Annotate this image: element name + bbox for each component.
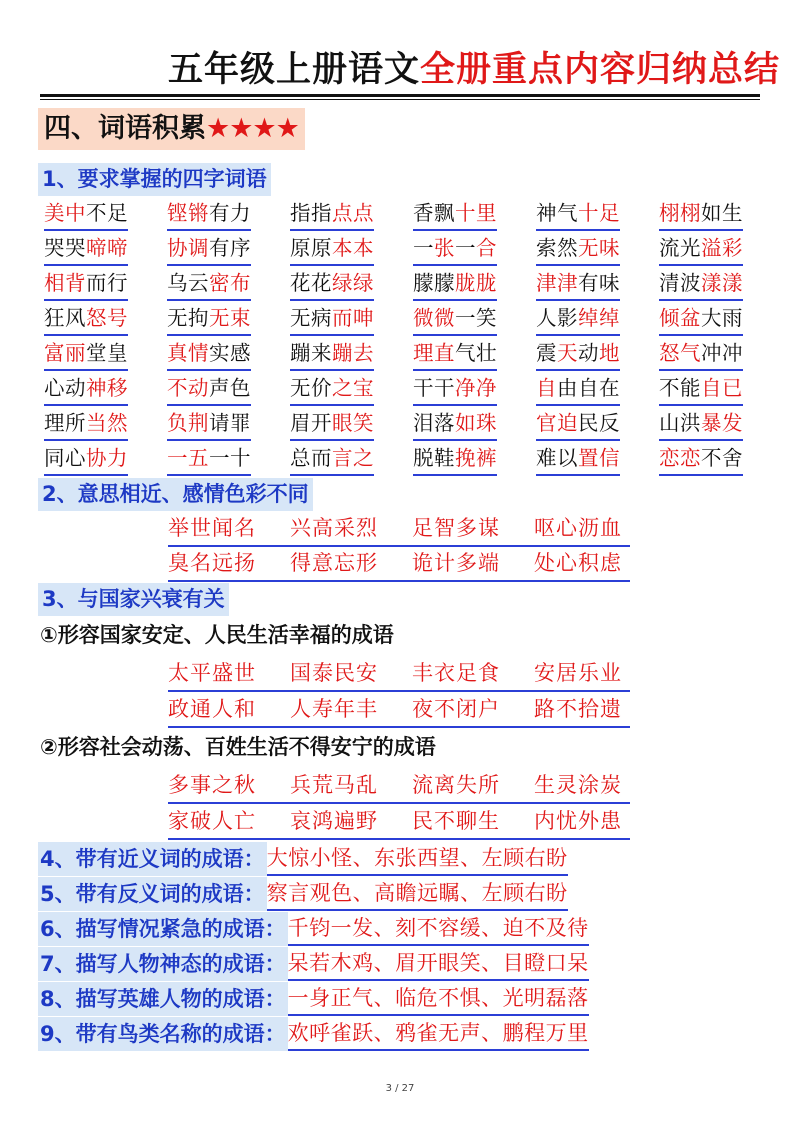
similar-idioms-row-2 (168, 548, 638, 582)
idiom: 内忧外患 (534, 809, 622, 833)
word-part: 干干 (413, 376, 455, 400)
four-char-word (536, 443, 620, 476)
turmoil-idioms-row-1 (168, 770, 638, 804)
word-part-highlighted: 铿锵 (167, 201, 209, 225)
word-part: 有味 (578, 271, 620, 295)
numbered-item-7 (38, 947, 589, 983)
word-part: 气壮 (455, 341, 497, 365)
four-char-word (167, 268, 251, 301)
word-part-highlighted: 净净 (455, 376, 497, 400)
word-part-highlighted: 恋恋 (659, 446, 701, 470)
title-divider (40, 94, 760, 97)
word-part: 声色 (209, 376, 251, 400)
title-black-part: 五年级上册语文 (167, 50, 420, 90)
numbered-item-label: 7、描写人物神态的成语： (38, 947, 288, 981)
section-heading-label: 四、词语积累 (44, 113, 206, 144)
word-part: 请罪 (209, 411, 251, 435)
word-part: 堂皇 (86, 341, 128, 365)
four-char-word (536, 198, 620, 231)
subsection-heading-similar: 2、意思相近、感情色彩不同 (38, 478, 313, 511)
four-char-word (536, 233, 620, 266)
numbered-item-label: 5、带有反义词的成语： (38, 877, 267, 911)
word-part: 实感 (209, 341, 251, 365)
idiom: 政通人和 (168, 697, 256, 721)
idiom: 人寿年丰 (290, 697, 378, 721)
turmoil-idioms-heading: ②形容社会动荡、百姓生活不得安宁的成语 (40, 735, 436, 759)
word-part: 乌云 (167, 271, 209, 295)
word-part-highlighted: 十里 (455, 201, 497, 225)
numbered-item-value: 察言观色、高瞻远瞩、左顾右盼 (267, 877, 568, 911)
word-part: 有力 (209, 201, 251, 225)
word-part-highlighted: 怒号 (86, 306, 128, 330)
idiom: 民不聊生 (412, 809, 500, 833)
idiom: 安居乐业 (534, 661, 622, 685)
four-char-word (413, 443, 497, 476)
four-char-word (44, 338, 128, 371)
title-red-part: 全册重点内容归纳总结 (419, 50, 780, 90)
word-part-highlighted: 微微 (413, 306, 455, 330)
word-part: 一十 (209, 446, 251, 470)
idiom: 太平盛世 (168, 661, 256, 685)
page-number: 3 / 27 (385, 1083, 415, 1094)
word-grid-row (44, 233, 774, 267)
subsection-heading-national: 3、与国家兴衰有关 (38, 583, 229, 616)
four-char-word (659, 443, 743, 476)
idiom: 流离失所 (412, 773, 500, 797)
word-grid-row (44, 443, 774, 477)
word-part: 民反 (578, 411, 620, 435)
four-char-word (659, 233, 743, 266)
numbered-item-6 (38, 912, 589, 948)
four-char-word (413, 198, 497, 231)
word-part-highlighted: 胧胧 (455, 271, 497, 295)
idiom: 生灵涂炭 (534, 773, 622, 797)
word-part: 而行 (86, 271, 128, 295)
idiom: 路不拾遗 (534, 697, 622, 721)
four-char-word (167, 198, 251, 231)
word-part: 难以 (536, 446, 578, 470)
section-heading (38, 108, 305, 150)
word-part: 流光 (659, 236, 701, 260)
word-part: 花花 (290, 271, 332, 295)
word-part: 一 (455, 236, 476, 260)
word-part-highlighted: 无束 (209, 306, 251, 330)
similar-idioms-row-1 (168, 513, 638, 547)
four-char-word (290, 443, 374, 476)
four-char-word (44, 443, 128, 476)
idiom: 诡计多端 (412, 551, 500, 575)
numbered-item-8 (38, 982, 589, 1018)
four-char-word (659, 373, 743, 406)
word-part-highlighted: 一五 (167, 446, 209, 470)
numbered-item-label: 6、描写情况紧急的成语： (38, 912, 288, 946)
title-divider-thin (40, 99, 760, 100)
word-part: 蹦来 (290, 341, 332, 365)
four-char-word (290, 268, 374, 301)
word-part-highlighted: 津津 (536, 271, 578, 295)
subsection-heading-four-char-words: 1、要求掌握的四字词语 (38, 163, 271, 196)
word-part-highlighted: 不动 (167, 376, 209, 400)
numbered-item-value: 呆若木鸡、眉开眼笑、目瞪口呆 (288, 947, 589, 981)
four-char-word (659, 268, 743, 301)
document-title (100, 42, 780, 92)
word-part-highlighted: 绿绿 (332, 271, 374, 295)
four-char-word (167, 443, 251, 476)
underline (168, 838, 630, 840)
four-char-word (44, 233, 128, 266)
word-part: 眉开 (290, 411, 332, 435)
word-grid-row (44, 408, 774, 442)
numbered-item-label: 8、描写英雄人物的成语： (38, 982, 288, 1016)
word-part: 震 (536, 341, 557, 365)
word-part: 心动 (44, 376, 86, 400)
word-part-highlighted: 怒气 (659, 341, 701, 365)
word-part: 冲冲 (701, 341, 743, 365)
word-grid-row (44, 198, 774, 232)
word-part: 有序 (209, 236, 251, 260)
four-char-word (413, 233, 497, 266)
word-grid-row (44, 303, 774, 337)
idiom: 兵荒马乱 (290, 773, 378, 797)
word-part-highlighted: 张 (434, 236, 455, 260)
idiom: 国泰民安 (290, 661, 378, 685)
underline (168, 802, 630, 804)
peace-idioms-heading: ①形容国家安定、人民生活幸福的成语 (40, 623, 394, 647)
numbered-item-9 (38, 1017, 589, 1053)
four-char-word (44, 303, 128, 336)
word-part: 大雨 (701, 306, 743, 330)
word-part-highlighted: 真情 (167, 341, 209, 365)
four-char-word (290, 198, 374, 231)
word-part: 朦朦 (413, 271, 455, 295)
word-part: 原原 (290, 236, 332, 260)
word-part-highlighted: 美中 (44, 201, 86, 225)
word-part-highlighted: 自已 (701, 376, 743, 400)
word-part: 一 (413, 236, 434, 260)
word-part: 同心 (44, 446, 86, 470)
word-part: 不足 (86, 201, 128, 225)
four-char-word (44, 408, 128, 441)
underline (168, 545, 630, 547)
underline (168, 690, 630, 692)
four-char-word (290, 338, 374, 371)
idiom: 得意忘形 (290, 551, 378, 575)
idiom: 呕心沥血 (534, 516, 622, 540)
word-part: 由自在 (557, 376, 620, 400)
word-part-highlighted: 绰绰 (578, 306, 620, 330)
idiom: 举世闻名 (168, 516, 256, 540)
word-part-highlighted: 协调 (167, 236, 209, 260)
word-part-highlighted: 啼啼 (86, 236, 128, 260)
idiom: 多事之秋 (168, 773, 256, 797)
four-char-word (167, 233, 251, 266)
word-part-highlighted: 漾漾 (701, 271, 743, 295)
word-part-highlighted: 蹦去 (332, 341, 374, 365)
word-grid-row (44, 268, 774, 302)
idiom: 处心积虑 (534, 551, 622, 575)
word-part: 指指 (290, 201, 332, 225)
four-char-word (413, 268, 497, 301)
four-char-word (413, 373, 497, 406)
word-part-highlighted: 本本 (332, 236, 374, 260)
word-part: 不舍 (701, 446, 743, 470)
turmoil-idioms-row-2 (168, 806, 638, 840)
four-char-word (290, 303, 374, 336)
underline (168, 726, 630, 728)
word-part: 香飘 (413, 201, 455, 225)
word-part: 理所 (44, 411, 86, 435)
word-part: 一笑 (455, 306, 497, 330)
idiom: 夜不闭户 (412, 697, 500, 721)
word-part-highlighted: 密布 (209, 271, 251, 295)
four-char-word (167, 373, 251, 406)
word-grid-row (44, 373, 774, 407)
idiom: 兴高采烈 (290, 516, 378, 540)
four-char-word (413, 338, 497, 371)
four-char-word (536, 303, 620, 336)
four-char-word (536, 373, 620, 406)
word-part-highlighted: 十足 (578, 201, 620, 225)
idiom: 丰衣足食 (412, 661, 500, 685)
numbered-item-value: 千钧一发、刻不容缓、迫不及待 (288, 912, 589, 946)
numbered-item-label: 4、带有近义词的成语： (38, 842, 267, 876)
word-part: 索然 (536, 236, 578, 260)
four-char-word (413, 408, 497, 441)
word-part-highlighted: 之宝 (332, 376, 374, 400)
four-char-word (536, 408, 620, 441)
underline (168, 580, 630, 582)
word-part-highlighted: 天 (557, 341, 578, 365)
four-char-word (659, 408, 743, 441)
four-char-word (659, 338, 743, 371)
word-part-highlighted: 挽裤 (455, 446, 497, 470)
word-part-highlighted: 当然 (86, 411, 128, 435)
idiom: 哀鸿遍野 (290, 809, 378, 833)
four-char-word (167, 338, 251, 371)
four-char-word (413, 303, 497, 336)
word-part: 狂风 (44, 306, 86, 330)
word-part: 人影 (536, 306, 578, 330)
four-char-word (167, 303, 251, 336)
word-part-highlighted: 地 (599, 341, 620, 365)
numbered-item-label: 9、带有鸟类名称的成语： (38, 1017, 288, 1051)
star-rating-icon: ★★★★ (206, 113, 299, 144)
word-part: 如生 (701, 201, 743, 225)
word-part-highlighted: 官迫 (536, 411, 578, 435)
four-char-word (659, 198, 743, 231)
peace-idioms-row-2 (168, 694, 638, 728)
word-part: 哭哭 (44, 236, 86, 260)
four-char-word (290, 233, 374, 266)
word-part: 动 (578, 341, 599, 365)
word-part-highlighted: 倾盆 (659, 306, 701, 330)
four-char-word (536, 268, 620, 301)
numbered-item-5 (38, 877, 568, 913)
word-part-highlighted: 如珠 (455, 411, 497, 435)
word-part-highlighted: 眼笑 (332, 411, 374, 435)
word-part: 总而 (290, 446, 332, 470)
word-part-highlighted: 置信 (578, 446, 620, 470)
word-part: 不能 (659, 376, 701, 400)
four-char-word (167, 408, 251, 441)
word-part: 清波 (659, 271, 701, 295)
numbered-item-value: 大惊小怪、东张西望、左顾右盼 (267, 842, 568, 876)
word-part-highlighted: 栩栩 (659, 201, 701, 225)
four-char-word (290, 373, 374, 406)
word-part-highlighted: 协力 (86, 446, 128, 470)
idiom: 臭名远扬 (168, 551, 256, 575)
word-part-highlighted: 自 (536, 376, 557, 400)
four-char-word (290, 408, 374, 441)
idiom: 足智多谋 (412, 516, 500, 540)
four-char-word (659, 303, 743, 336)
word-part: 脱鞋 (413, 446, 455, 470)
word-part-highlighted: 溢彩 (701, 236, 743, 260)
word-part: 山洪 (659, 411, 701, 435)
word-grid-row (44, 338, 774, 372)
numbered-item-value: 欢呼雀跃、鸦雀无声、鹏程万里 (288, 1017, 589, 1051)
four-char-word (44, 373, 128, 406)
numbered-item-value: 一身正气、临危不惧、光明磊落 (288, 982, 589, 1016)
word-part: 神气 (536, 201, 578, 225)
peace-idioms-row-1 (168, 658, 638, 692)
word-part-highlighted: 合 (476, 236, 497, 260)
word-part-highlighted: 点点 (332, 201, 374, 225)
word-part-highlighted: 神移 (86, 376, 128, 400)
word-part-highlighted: 富丽 (44, 341, 86, 365)
word-part-highlighted: 负荆 (167, 411, 209, 435)
word-part: 无病 (290, 306, 332, 330)
word-part: 无价 (290, 376, 332, 400)
word-part-highlighted: 而呻 (332, 306, 374, 330)
word-part-highlighted: 言之 (332, 446, 374, 470)
word-part: 泪落 (413, 411, 455, 435)
four-char-word (44, 198, 128, 231)
word-part-highlighted: 理直 (413, 341, 455, 365)
word-part-highlighted: 相背 (44, 271, 86, 295)
word-part: 无拘 (167, 306, 209, 330)
word-part-highlighted: 暴发 (701, 411, 743, 435)
four-char-word (536, 338, 620, 371)
idiom: 家破人亡 (168, 809, 256, 833)
numbered-item-4 (38, 842, 568, 878)
four-char-word (44, 268, 128, 301)
word-part-highlighted: 无味 (578, 236, 620, 260)
